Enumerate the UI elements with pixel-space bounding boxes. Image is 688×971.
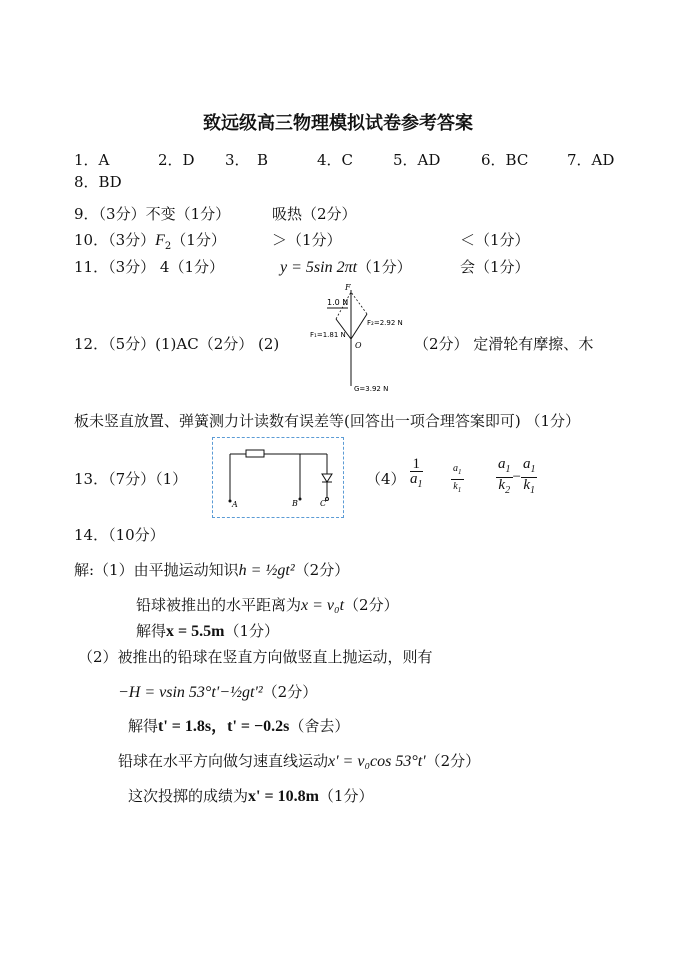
label-b: B [292,499,298,508]
q14-step3 [136,621,279,642]
answer-q12: 12．（5分）(1)AC（2分） (2) [74,335,280,353]
q14-s8-formula: x' = 10.8m [248,788,319,805]
frac4-num-sub: 1 [530,464,536,475]
q10-lead: 10．（3分） [74,231,156,249]
answer-q10-c: ＜（1分） [460,231,530,249]
frac1-den-a: a [410,471,418,487]
q14-s3-formula: x = 5.5m [166,623,225,640]
q14-s2-formula: x = v₀t [301,597,345,614]
q14-step7 [118,751,480,772]
frac3-num-sub: 1 [505,464,511,475]
q14-s1-score: （2分） [294,561,350,579]
frac1-num: 1 [410,457,423,472]
q14-step8 [128,786,373,807]
frac3-den-k: k [498,477,506,493]
terminal-b [299,498,302,501]
q14-step6 [128,716,349,737]
q10-sub: 2 [164,241,172,252]
force-diagram [305,284,405,396]
q10-tail: （1分） [171,231,226,249]
q11-score: （1分） [357,258,412,276]
frac-difference: $\frac{a_1}{k_2}$ − $\frac{a_1}{k_1}$ [498,456,536,496]
q14-s7-formula: x' = v₀cos 53°t' [328,753,426,770]
page-title: 致远级高三物理模拟试卷参考答案 [203,113,473,134]
frac3-num-a: a [498,456,506,472]
answer-q8: 8．BD [74,173,122,191]
label-f2: F₂=2.92 N [367,319,403,327]
frac4-den-k: k [523,477,531,493]
frac3-den-sub: 2 [505,485,511,496]
answer-q6: 6．BC [481,151,529,169]
frac2-num-a: a [453,463,458,474]
answer-q13: 13．（7分）（1） [74,470,188,488]
frac2-den-sub: 1 [457,486,462,494]
answer-q7: 7．AD [567,151,615,169]
label-g: G=3.92 N [354,385,389,393]
answer-q1: 1．A [74,151,110,169]
answer-q10-b: ＞（1分） [272,231,342,249]
answer-q9: 9．（3分）不变（1分） [74,205,231,223]
answer-q4: 4．C [317,151,354,169]
force-f2-line [351,314,367,339]
q14-s3-score: （1分） [224,622,280,640]
q14-s5-score: （2分） [262,683,318,701]
q14-s2-text: 铅球被推出的水平距离为 [136,596,302,614]
answer-q9-b: 吸热（2分） [272,205,357,223]
q14-step2 [136,595,399,616]
q14-step5 [118,682,317,703]
q14-s1-text: 解:（1）由平抛运动知识 [74,561,239,579]
dash-2 [351,292,367,314]
resistor [246,450,264,457]
label-f1: F₁=1.81 N [310,331,346,339]
answer-q10 [74,230,226,257]
q14-s6-score: （舍去） [289,717,350,735]
q14-s1-formula: h = ½gt² [238,562,295,579]
q11-formula: y = 5sin 2πt [280,259,358,276]
label-c: C [320,499,327,508]
q14-s3-text: 解得 [136,622,167,640]
label-a: A [232,500,238,509]
q14-s8-text: 这次投掷的成绩为 [128,787,249,805]
answer-q12-line2: 板未竖直放置、弹簧测力计读数有误差等(回答出一项合理答案即可) （1分） [74,412,581,430]
q14-s8-score: （1分） [318,787,374,805]
label-f: F [345,284,351,292]
answer-q12-tail: （2分） 定滑轮有摩擦、木 [414,335,594,353]
answer-q5: 5．AD [393,151,441,169]
scale-label: 1.0 N [327,298,349,307]
diode-icon [322,474,332,482]
answer-q13-part4: （4） [366,470,406,488]
q14-s5-formula: −H = vsin 53°t'−½gt'² [118,684,263,701]
answer-q3: 3． B [225,151,269,169]
label-o: O [355,341,362,350]
q14-s7-score: （2分） [425,752,481,770]
answer-q11-formula [280,257,412,278]
frac4-den-sub: 1 [530,485,536,496]
answer-q11-c: 会（1分） [460,258,530,276]
q14-s6-formula: t' = 1.8s，t' = −0.2s [158,718,290,735]
q14-s2-score: （2分） [344,596,399,614]
frac1-den-sub: 1 [417,479,423,490]
answer-q14: 14．（10分） [74,526,165,544]
answer-q2: 2．D [158,151,195,169]
frac2-den-k: k [453,481,458,492]
answer-q11: 11．（3分） 4（1分） [74,258,224,276]
frac-one-over-a1 [410,457,423,492]
frac4-num-a: a [522,456,531,472]
q14-step4: （2）被推出的铅球在竖直方向做竖直上抛运动，则有 [78,648,433,666]
q14-step1 [74,560,349,581]
circuit-diagram [212,437,344,518]
q14-s6-text: 解得 [128,717,159,735]
frac2-num-sub: 1 [458,468,462,476]
q10-var: F [155,232,165,249]
frac-a1-over-k1 [451,462,464,497]
q14-s7-text: 铅球在水平方向做匀速直线运动 [118,752,329,770]
